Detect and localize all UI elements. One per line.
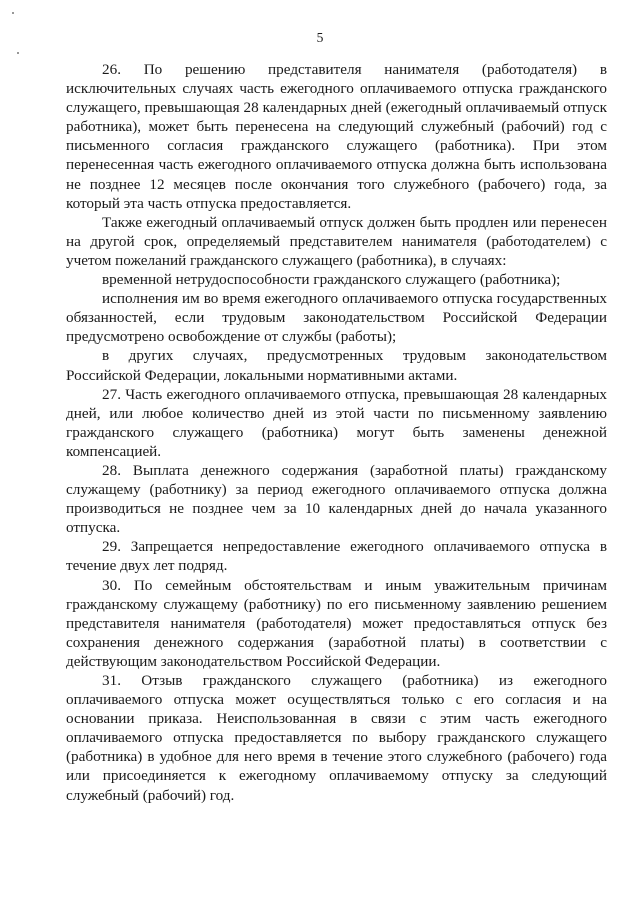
scan-speck bbox=[12, 12, 14, 14]
list-item-other-cases: в других случаях, предусмотренных трудовым законодательством Российской Федерации, локальными нормативными актами. bbox=[66, 347, 607, 384]
paragraph-28: 28. Выплата денежного содержания (заработной платы) гражданскому служащему (работнику) за период ежегодного оплачиваемого отпуска должна производиться не позднее чем за 10 календарных дней до начала указанного отпуска. bbox=[66, 461, 607, 537]
paragraph-26: 26. По решению представителя нанимателя (работодателя) в исключительных случаях часть ежегодного оплачиваемого отпуска гражданского служащего, превышающая 28 календарных дней (ежегодный оплачиваемый отпуск работника), может быть перенесена на следующий служебный (рабочий) год с письменного согласия гражданского служащего (работника). При этом перенесенная часть ежегодного оплачиваемого отпуска должна быть использована не позднее 12 месяцев после окончания того служебного (рабочего) года, за который эта часть отпуска предоставляется. bbox=[66, 61, 607, 212]
paragraph-27: 27. Часть ежегодного оплачиваемого отпуска, превышающая 28 календарных дней, или любое количество дней из этой части по письменному заявлению гражданского служащего (работника) могут быть заменены денежной компенсацией. bbox=[66, 385, 607, 460]
paragraph-extension: Также ежегодный оплачиваемый отпуск должен быть продлен или перенесен на другой срок, определяемый представителем нанимателя (работодателем) с учетом пожеланий гражданского служащего (работника), в случаях: bbox=[66, 213, 607, 269]
scan-speck bbox=[17, 52, 19, 54]
list-item-state-duties: исполнения им во время ежегодного оплачиваемого отпуска государственных обязанностей, если трудовым законодательством Российской Федерации предусмотрено освобождение от службы (работы); bbox=[66, 290, 607, 346]
page-number: 5 bbox=[316, 30, 324, 45]
list-item-sick-leave: временной нетрудоспособности гражданского служащего (работника); bbox=[102, 271, 561, 289]
paragraph-30: 30. По семейным обстоятельствам и иным уважительным причинам гражданскому служащему (работнику) по его письменному заявлению решением представителя нанимателя (работодателя) может предоставляться отпуск без сохранения денежного содержания (заработной платы) в соответствии с действующим законодательством Российской Федерации. bbox=[66, 576, 607, 670]
document-body bbox=[66, 60, 607, 805]
paragraph-31: 31. Отзыв гражданского служащего (работника) из ежегодного оплачиваемого отпуска может осуществляться только с его согласия и на основании приказа. Неиспользованная в связи с этим часть ежегодного оплачиваемого отпуска предоставляется по выбору гражданского служащего (работника) в удобное для него время в течение этого служебного (рабочего) года или присоединяется к ежегодному оплачиваемому отпуску за следующий служебный (рабочий) год. bbox=[66, 672, 607, 804]
paragraph-29: 29. Запрещается непредоставление ежегодного оплачиваемого отпуска в течение двух лет подряд. bbox=[66, 538, 607, 575]
